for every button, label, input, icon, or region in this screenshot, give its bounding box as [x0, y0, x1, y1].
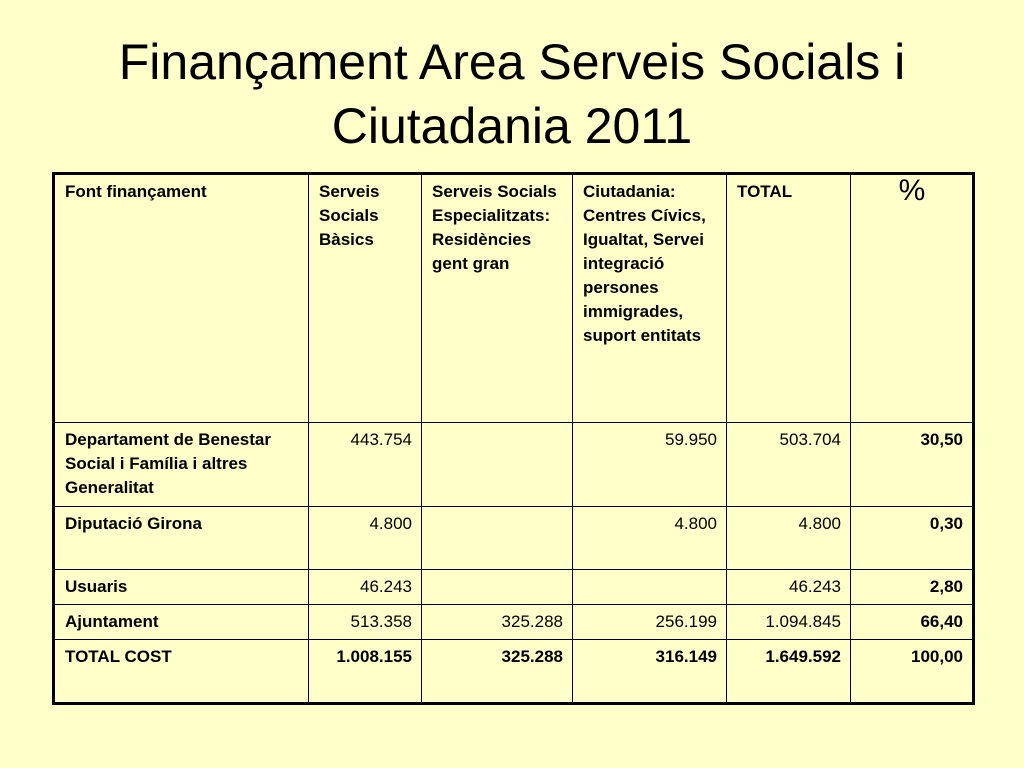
cell-serveis-especialitzats: 325.288	[422, 640, 573, 704]
row-label: Ajuntament	[54, 605, 309, 640]
header-font-financament: Font finançament	[54, 174, 309, 423]
cell-ciutadania	[573, 570, 727, 605]
cell-serveis-basics: 443.754	[309, 423, 422, 507]
table-row	[54, 423, 974, 507]
table-header-row	[54, 174, 974, 423]
cell-ciutadania: 316.149	[573, 640, 727, 704]
cell-serveis-basics: 1.008.155	[309, 640, 422, 704]
cell-serveis-especialitzats: 325.288	[422, 605, 573, 640]
header-total: TOTAL	[727, 174, 851, 423]
header-percent: %	[851, 174, 974, 423]
row-label: Departament de Benestar Social i Família i altres Generalitat	[54, 423, 309, 507]
cell-ciutadania: 256.199	[573, 605, 727, 640]
cell-total: 4.800	[727, 507, 851, 570]
table-row-total	[54, 640, 974, 704]
cell-total: 1.094.845	[727, 605, 851, 640]
cell-serveis-basics: 513.358	[309, 605, 422, 640]
cell-serveis-basics: 4.800	[309, 507, 422, 570]
table-row	[54, 605, 974, 640]
header-serveis-socials-especialitzats: Serveis Socials Especialitzats: Residències gent gran	[422, 174, 573, 423]
table-row	[54, 507, 974, 570]
cell-serveis-especialitzats	[422, 507, 573, 570]
cell-percent: 30,50	[851, 423, 974, 507]
cell-ciutadania: 4.800	[573, 507, 727, 570]
header-serveis-socials-basics: Serveis Socials Bàsics	[309, 174, 422, 423]
cell-ciutadania: 59.950	[573, 423, 727, 507]
page-title	[0, 30, 1024, 158]
row-label: Diputació Girona	[54, 507, 309, 570]
cell-total: 46.243	[727, 570, 851, 605]
table-row	[54, 570, 974, 605]
title-line-2: Ciutadania 2011	[331, 98, 693, 154]
row-label: Usuaris	[54, 570, 309, 605]
title-line-1: Finançament Area Serveis Socials i	[118, 34, 906, 90]
cell-percent: 0,30	[851, 507, 974, 570]
cell-percent: 100,00	[851, 640, 974, 704]
cell-percent: 2,80	[851, 570, 974, 605]
cell-percent: 66,40	[851, 605, 974, 640]
financing-table	[52, 172, 975, 705]
cell-total: 1.649.592	[727, 640, 851, 704]
cell-serveis-basics: 46.243	[309, 570, 422, 605]
row-label: TOTAL COST	[54, 640, 309, 704]
cell-serveis-especialitzats	[422, 570, 573, 605]
cell-total: 503.704	[727, 423, 851, 507]
header-ciutadania: Ciutadania: Centres Cívics, Igualtat, Servei integració persones immigrades, suport entitats	[573, 174, 727, 423]
cell-serveis-especialitzats	[422, 423, 573, 507]
